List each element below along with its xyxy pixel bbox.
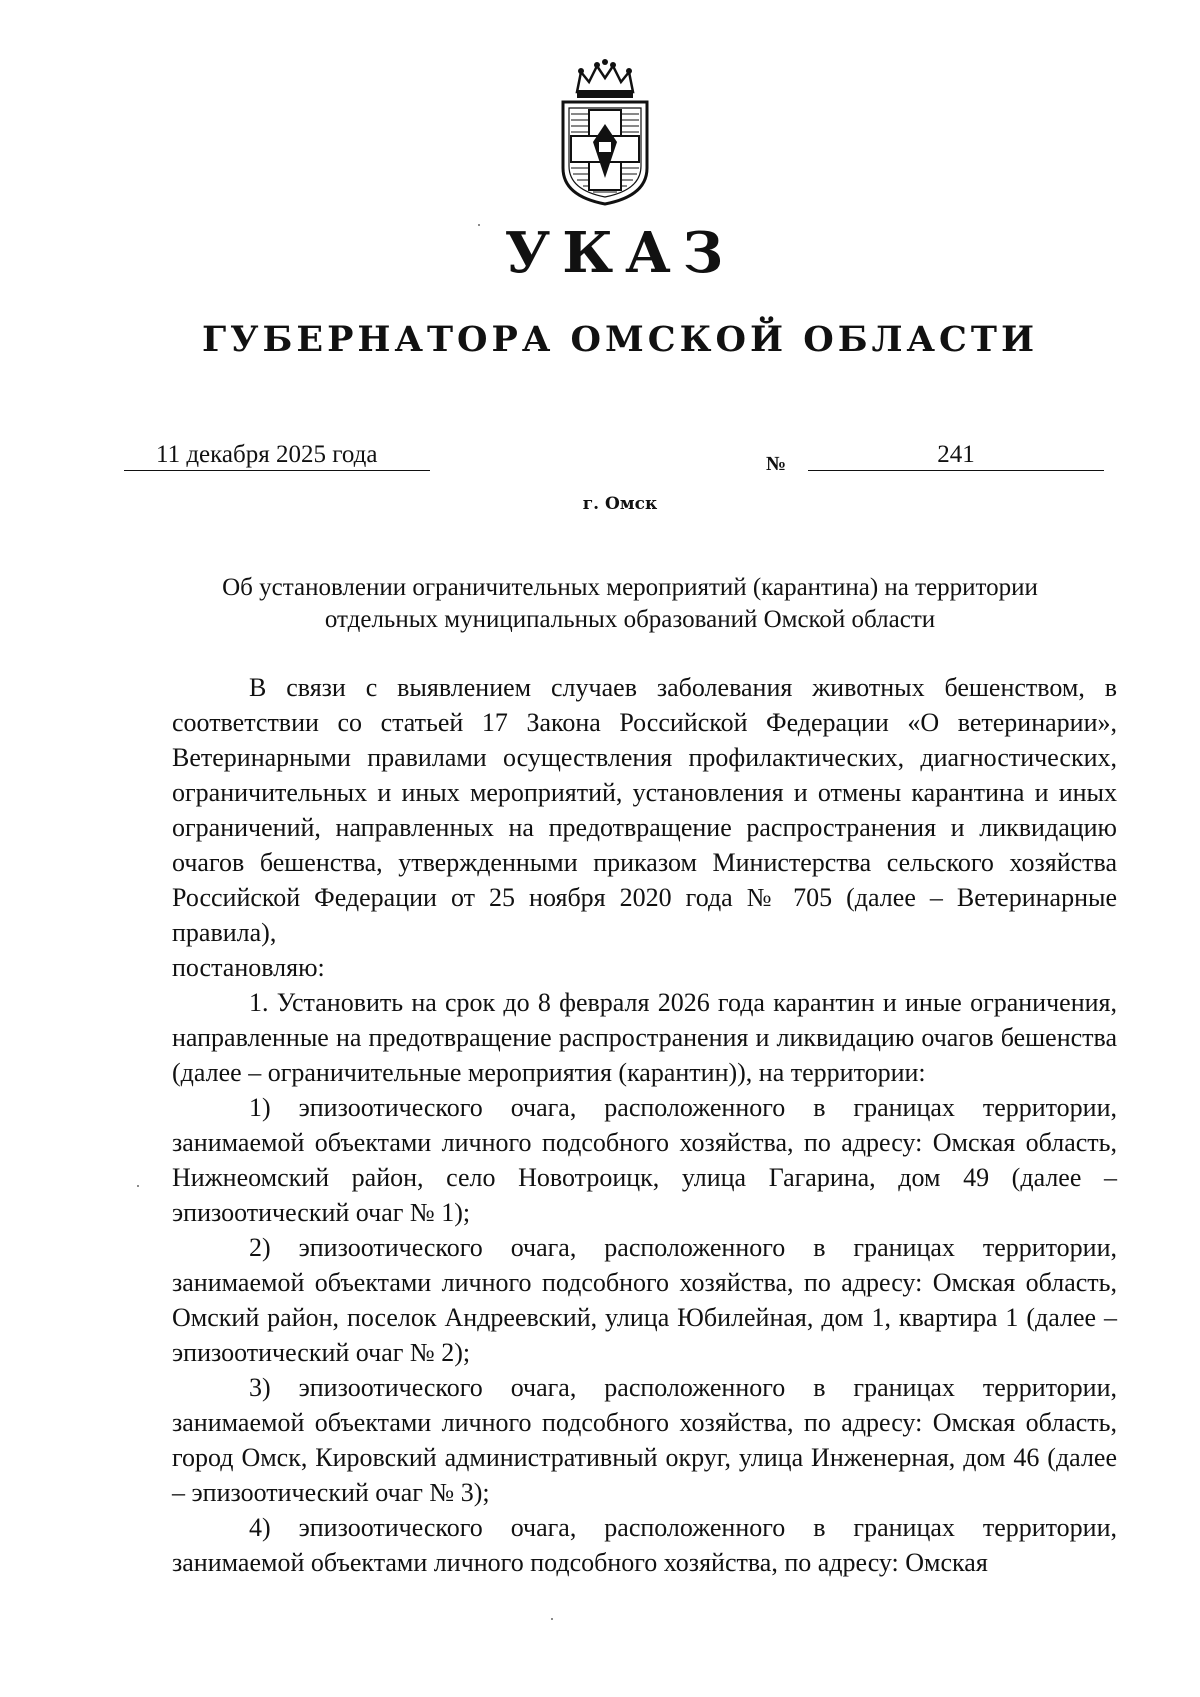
subitem-3-paragraph: 3) эпизоотического очага, расположенного в границах территории, занимаемой объектами личного подсобного хозяйства, по адресу: Омская область, город Омск, Кировский административный округ, улица Инженерная, дом 46 (далее – эпизоотический очаг № 3);: [172, 1373, 1117, 1507]
decree-word: постановляю:: [172, 953, 325, 982]
subitem-1-paragraph: 1) эпизоотического очага, расположенного в границах территории, занимаемой объектами личного подсобного хозяйства, по адресу: Омская область, Нижнеомский район, село Новотроицк, улица Гагарина, дом 49 (далее – эпизоотический очаг № 1);: [172, 1093, 1117, 1227]
number-sign: №: [766, 453, 787, 475]
heading-line: Об установлении ограничительных мероприятий (карантина) на территории: [222, 574, 1038, 601]
scan-speck: [478, 224, 480, 226]
document-city: г. Омск: [582, 494, 658, 514]
subitem-2-paragraph: 2) эпизоотического очага, расположенного в границах территории, занимаемой объектами личного подсобного хозяйства, по адресу: Омская область, Омский район, поселок Андреевский, улица Юбилейная, дом 1, квартира 1 (далее – эпизоотический очаг № 2);: [172, 1233, 1117, 1367]
document-number: 241: [808, 440, 1104, 471]
heading-line: отдельных муниципальных образований Омской области: [324, 606, 936, 633]
document-title: УКАЗ: [504, 220, 736, 286]
subitem-4-paragraph: 4) эпизоотического очага, расположенного в границах территории, занимаемой объектами личного подсобного хозяйства, по адресу: Омская: [172, 1513, 1117, 1577]
document-date: 11 декабря 2025 года: [124, 440, 430, 471]
preamble-paragraph: В связи с выявлением случаев заболевания животных бешенством, в соответствии со статьей 17 Закона Российской Федерации «О ветеринарии», Ветеринарными правилами осуществления профилактических, диагностических, ограничительных и иных мероприятий, установления и отмены карантина и иных ограничений, направленных на предотвращение распространения и ликвидацию очагов бешенства, утвержденными приказом Министерства сельского хозяйства Российской Федерации от 25 ноября 2020 года № 705 (далее – Ветеринарные правила),: [172, 673, 1117, 947]
item-1-paragraph: 1. Установить на срок до 8 февраля 2026 года карантин и иные ограничения, направленные на предотвращение распространения и ликвидацию очагов бешенства (далее – ограничительные мероприятия (карантин)), на территории:: [172, 988, 1117, 1087]
document-subtitle: ГУБЕРНАТОРА ОМСКОЙ ОБЛАСТИ: [201, 319, 1039, 360]
scan-speck: [551, 1618, 553, 1620]
document-heading: [150, 572, 1110, 636]
document-body: [172, 670, 1117, 1580]
omsk-coat-of-arms-icon: [555, 58, 655, 206]
scan-speck: [137, 1185, 139, 1187]
